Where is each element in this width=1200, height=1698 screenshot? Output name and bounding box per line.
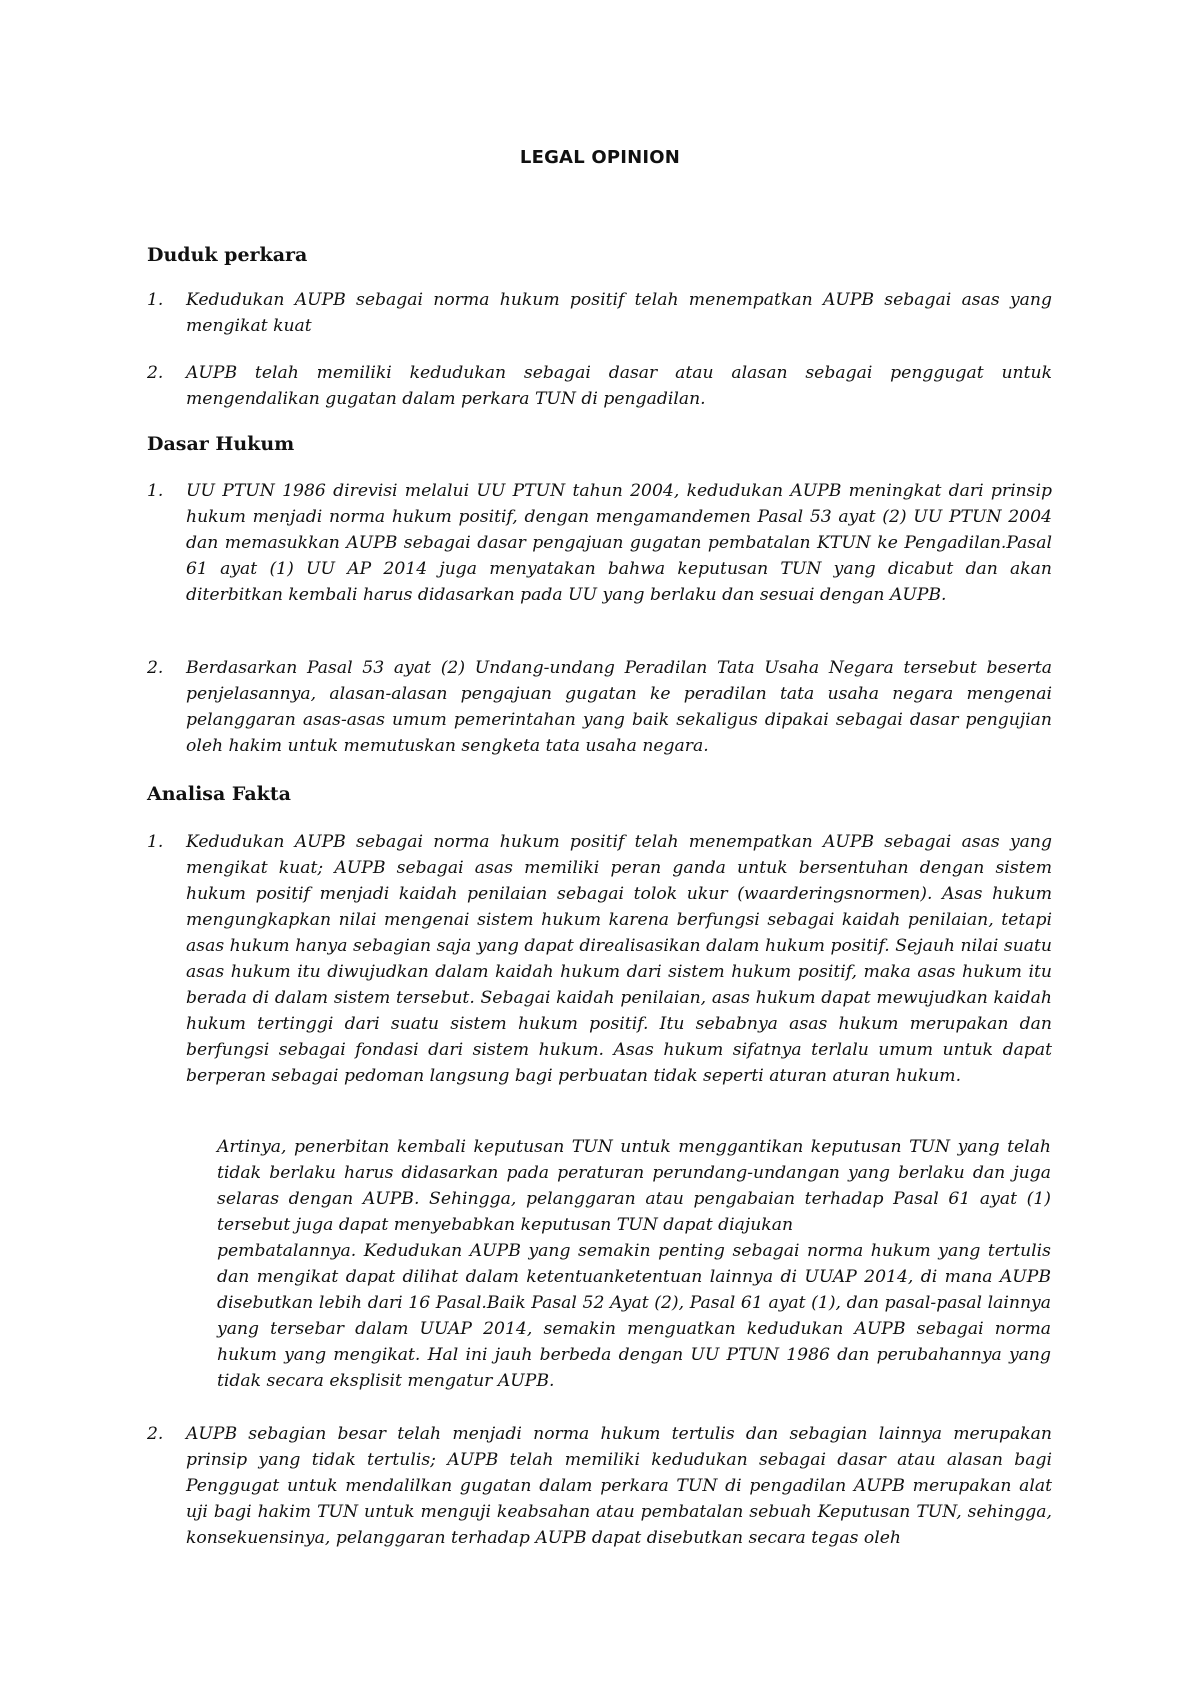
list-item-text: Kedudukan AUPB sebagai norma hukum positif telah menempatkan AUPB sebagai asas yang mengikat kuat; AUPB sebagai asas memiliki peran ganda untuk bersentuhan dengan sistem hukum positif menjadi kaidah penilaian sebagai tolok ukur (waarderingsnormen). Asas hukum mengungkapkan nilai mengenai sistem hukum karena berfungsi sebagai kaidah penilaian, tetapi asas hukum hanya sebagian saja yang dapat direalisasikan dalam hukum positif. Sejauh nilai suatu asas hukum itu diwujudkan dalam kaidah hukum dari sistem hukum positif, maka asas hukum itu berada di dalam sistem tersebut. Sebagai kaidah penilaian, asas hukum dapat mewujudkan kaidah hukum tertinggi dari suatu sistem hukum positif. Itu sebabnya asas hukum merupakan dan berfungsi sebagai fondasi dari sistem hukum. Asas hukum sifatnya terlalu umum untuk dapat berperan sebagai pedoman langsung bagi perbuatan tidak seperti aturan aturan hukum. [186,832,1052,1086]
list-number: 2. [147,1424,164,1444]
heading-dasar-hukum: Dasar Hukum [147,433,295,455]
sub-paragraph-2: pembatalannya. Kedudukan AUPB yang semakin penting sebagai norma hukum yang tertulis dan mengikat dapat dilihat dalam ketentuanketentuan lainnya di UUAP 2014, di mana AUPB disebutkan lebih dari 16 Pasal.Baik Pasal 52 Ayat (2), Pasal 61 ayat (1), dan pasal-pasal lainnya yang tersebar dalam UUAP 2014, semakin menguatkan kedudukan AUPB sebagai norma hukum yang mengikat. Hal ini jauh berbeda dengan UU PTUN 1986 dan perubahannya yang tidak secara eksplisit mengatur AUPB. [217,1241,1051,1391]
heading-analisa-fakta: Analisa Fakta [147,783,291,805]
list-item-text: UU PTUN 1986 direvisi melalui UU PTUN tahun 2004, kedudukan AUPB meningkat dari prinsip hukum menjadi norma hukum positif, dengan mengamandemen Pasal 53 ayat (2) UU PTUN 2004 dan memasukkan AUPB sebagai dasar pengajuan gugatan pembatalan KTUN ke Pengadilan.Pasal 61 ayat (1) UU AP 2014 juga menyatakan bahwa keputusan TUN yang dicabut dan akan diterbitkan kembali harus didasarkan pada UU yang berlaku dan sesuai dengan AUPB. [186,481,1052,605]
list-number: 1. [147,832,164,852]
list-number: 2. [147,363,164,383]
dasar-item-2 [147,655,1052,759]
list-item-text: Kedudukan AUPB sebagai norma hukum positif telah menempatkan AUPB sebagai asas yang mengikat kuat [186,290,1052,336]
list-item-text: Berdasarkan Pasal 53 ayat (2) Undang-undang Peradilan Tata Usaha Negara tersebut beserta penjelasannya, alasan-alasan pengajuan gugatan ke peradilan tata usaha negara mengenai pelanggaran asas-asas umum pemerintahan yang baik sekaligus dipakai sebagai dasar pengujian oleh hakim untuk memutuskan sengketa tata usaha negara. [186,658,1052,756]
sub-paragraph-1: Artinya, penerbitan kembali keputusan TUN untuk menggantikan keputusan TUN yang telah tidak berlaku harus didasarkan pada peraturan perundang-undangan yang berlaku dan juga selaras dengan AUPB. Sehingga, pelanggaran atau pengabaian terhadap Pasal 61 ayat (1) tersebut juga dapat menyebabkan keputusan TUN dapat diajukan [217,1137,1051,1235]
document-title: LEGAL OPINION [519,147,681,168]
list-item-text: AUPB sebagian besar telah menjadi norma hukum tertulis dan sebagian lainnya merupakan prinsip yang tidak tertulis; AUPB telah memiliki kedudukan sebagai dasar atau alasan bagi Penggugat untuk mendalilkan gugatan dalam perkara TUN di pengadilan AUPB merupakan alat uji bagi hakim TUN untuk menguji keabsahan atau pembatalan sebuah Keputusan TUN, sehingga, konsekuensinya, pelanggaran terhadap AUPB dapat disebutkan secara tegas oleh [186,1424,1052,1548]
dasar-item-1 [147,478,1052,608]
analisa-item-1 [147,829,1052,1089]
list-number: 2. [147,658,164,678]
duduk-item-1 [147,287,1052,339]
list-number: 1. [147,290,164,310]
analisa-item-2 [147,1421,1052,1551]
heading-duduk-perkara: Duduk perkara [147,244,308,266]
analisa-sub-paragraph [217,1134,1051,1394]
list-number: 1. [147,481,164,501]
duduk-item-2 [147,360,1052,412]
list-item-text: AUPB telah memiliki kedudukan sebagai dasar atau alasan sebagai penggugat untuk mengendalikan gugatan dalam perkara TUN di pengadilan. [186,363,1052,409]
